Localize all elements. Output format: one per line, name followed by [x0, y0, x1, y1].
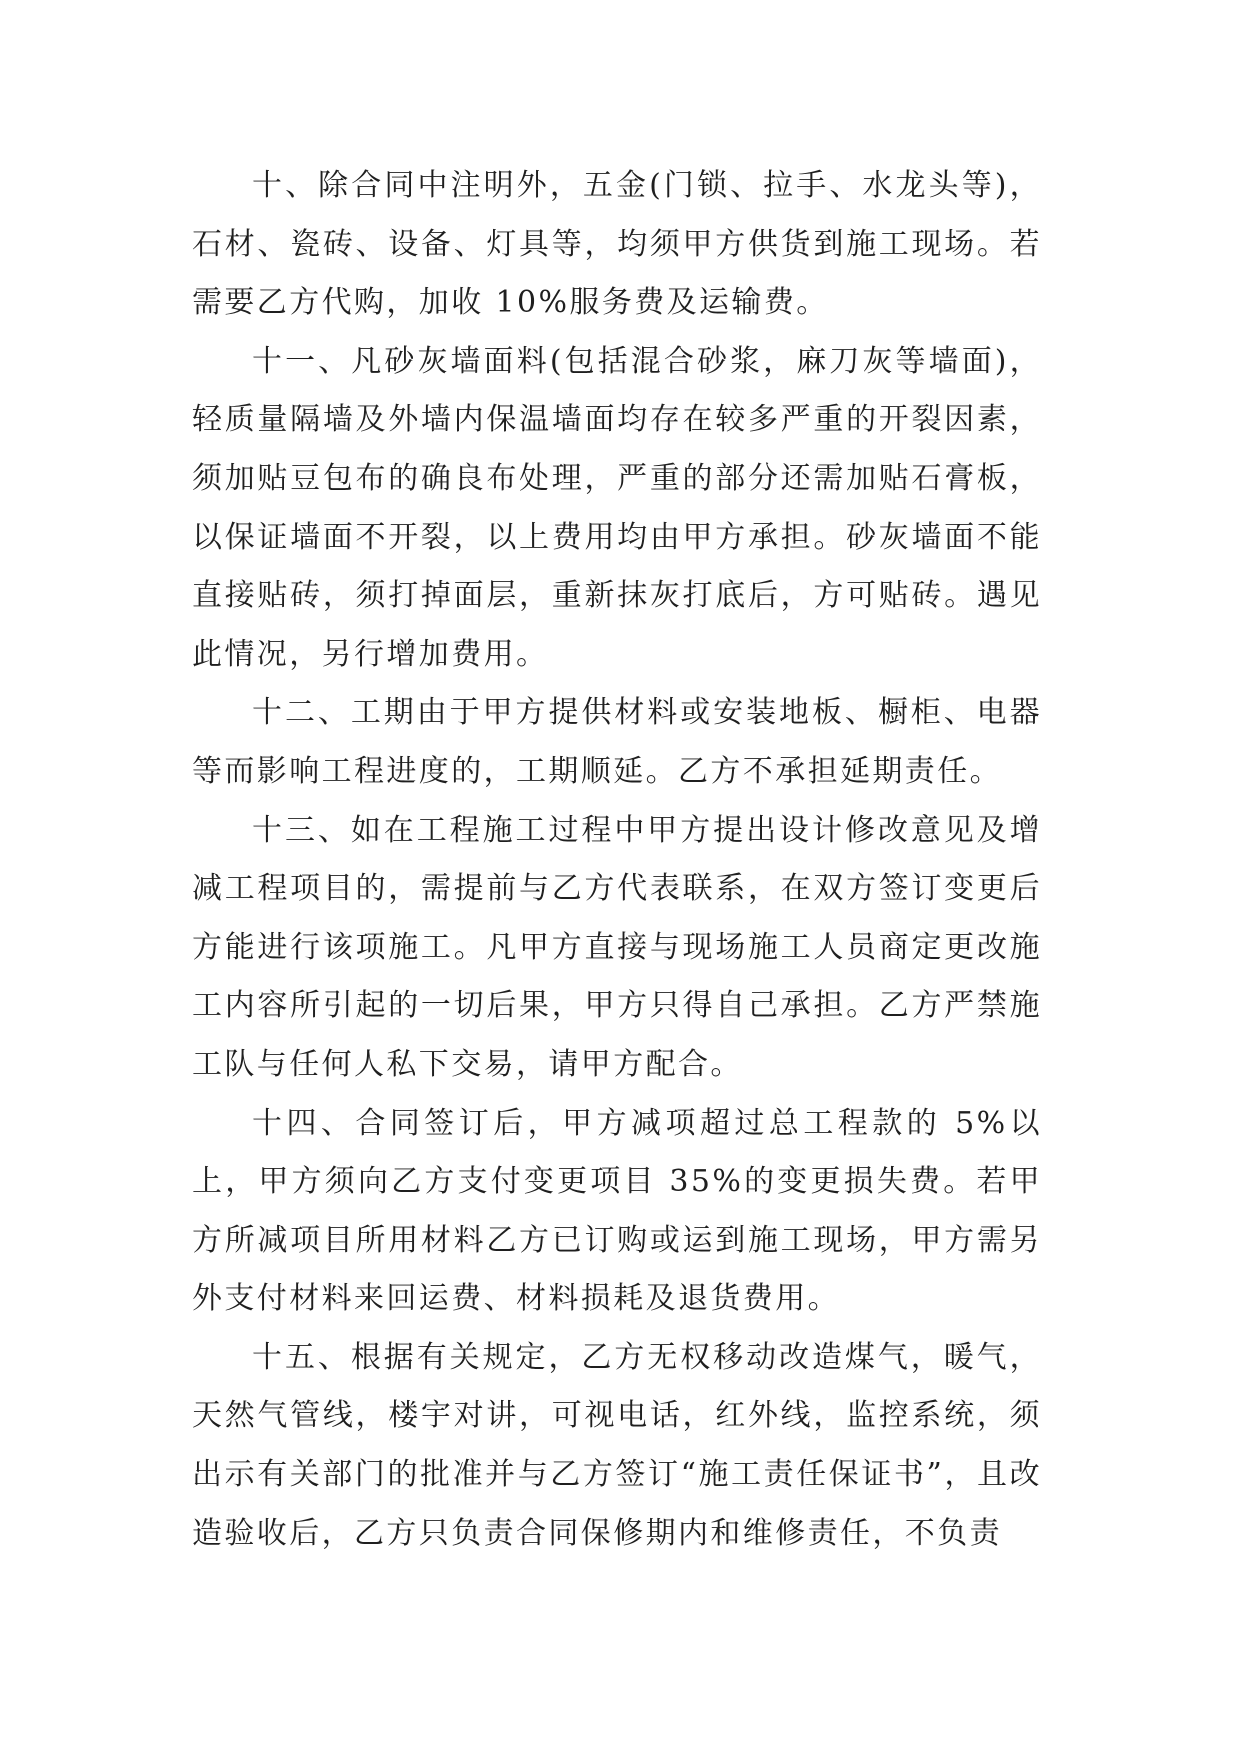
clause-15-paragraph: 十五、根据有关规定，乙方无权移动改造煤气，暖气，天然气管线，楼宇对讲，可视电话，红外线，监控系统，须出示有关部门的批准并与乙方签订“施工责任保证书”，且改造验收后，乙方只负责合同保修期内和维修责任，不负责: [192, 1339, 1042, 1551]
clause-10-paragraph: 十、除合同中注明外，五金(门锁、拉手、水龙头等)，石材、瓷砖、设备、灯具等，均须甲方供货到施工现场。若需要乙方代购，加收 10%服务费及运输费。: [192, 168, 1042, 321]
clause-12-paragraph: 十二、工期由于甲方提供材料或安装地板、橱柜、电器等而影响工程进度的，工期顺延。乙方不承担延期责任。: [192, 695, 1042, 789]
clause-14-paragraph: 十四、合同签订后，甲方减项超过总工程款的 5%以上，甲方须向乙方支付变更项目 35%的变更损失费。若甲方所减项目所用材料乙方已订购或运到施工现场，甲方需另外支付材料来回运费、材料损耗及退货费用。: [192, 1105, 1042, 1317]
clause-13-paragraph: 十三、如在工程施工过程中甲方提出设计修改意见及增减工程项目的，需提前与乙方代表联系，在双方签订变更后方能进行该项施工。凡甲方直接与现场施工人员商定更改施工内容所引起的一切后果，甲方只得自己承担。乙方严禁施工队与任何人私下交易，请甲方配合。: [192, 812, 1042, 1082]
clause-11-paragraph: 十一、凡砂灰墙面料(包括混合砂浆，麻刀灰等墙面)，轻质量隔墙及外墙内保温墙面均存在较多严重的开裂因素，须加贴豆包布的确良布处理，严重的部分还需加贴石膏板，以保证墙面不开裂，以上费用均由甲方承担。砂灰墙面不能直接贴砖，须打掉面层，重新抹灰打底后，方可贴砖。遇见此情况，另行增加费用。: [192, 343, 1042, 672]
document-body: [192, 157, 1042, 1563]
